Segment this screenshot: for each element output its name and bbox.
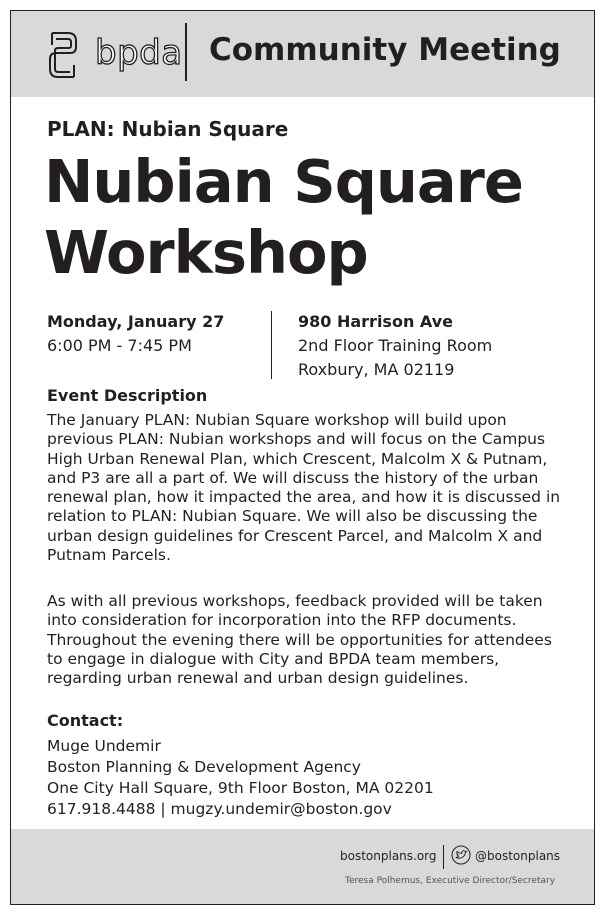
twitter-bird-icon bbox=[451, 845, 471, 865]
footer-website-link[interactable]: bostonplans.org bbox=[340, 849, 437, 863]
bpda-logo-icon bbox=[46, 29, 80, 81]
footer-band bbox=[11, 829, 594, 904]
address-line1: 980 Harrison Ave bbox=[298, 312, 453, 331]
description-paragraph-2: As with all previous workshops, feedback provided will be taken into consideration for incorporation into the RFP documents. Throughout the evening there will be opportunities for attendees to engage in dialogue with City and BPDA team members, regarding urban renewal and urban design guidelines. bbox=[47, 592, 552, 688]
event-subtitle: PLAN: Nubian Square bbox=[47, 117, 289, 141]
contact-agency: Boston Planning & Development Agency bbox=[47, 758, 361, 776]
contact-phone-email: 617.918.4488 | mugzy.undemir@boston.gov bbox=[47, 800, 392, 818]
event-title bbox=[44, 146, 523, 288]
event-date: Monday, January 27 bbox=[47, 312, 225, 331]
footer-staff-line: Teresa Polhemus, Executive Director/Secretary bbox=[345, 876, 556, 886]
event-time: 6:00 PM - 7:45 PM bbox=[47, 336, 192, 355]
bpda-logo-text: bpda bbox=[95, 33, 183, 73]
footer-twitter-handle[interactable]: @bostonplans bbox=[475, 849, 561, 863]
event-title-line2: Workshop bbox=[44, 218, 368, 287]
contact-address: One City Hall Square, 9th Floor Boston, MA 02201 bbox=[47, 779, 434, 797]
event-title-line1: Nubian Square bbox=[44, 147, 523, 216]
description-paragraph-1: The January PLAN: Nubian Square workshop will build upon previous PLAN: Nubian workshops and will focus on the Campus High Urban Renewal Plan, which Crescent, Malcolm X & Putnam, and P3 are all a part of. We will discuss the history of the urban renewal plan, how it impacted the area, and how it is discussed in relation to PLAN: Nubian Square. We will also be discussing the urban design guidelines for Crescent Parcel, and Malcolm X and Putnam Parcels. bbox=[47, 411, 561, 565]
header-band bbox=[11, 11, 594, 97]
description-heading: Event Description bbox=[47, 386, 208, 405]
contact-name: Muge Undemir bbox=[47, 737, 161, 755]
address-line3: Roxbury, MA 02119 bbox=[298, 360, 455, 379]
header-divider bbox=[185, 23, 187, 81]
details-divider bbox=[271, 311, 272, 379]
contact-heading: Contact: bbox=[47, 711, 124, 730]
address-line2: 2nd Floor Training Room bbox=[298, 336, 493, 355]
header-title: Community Meeting bbox=[209, 32, 561, 68]
footer-divider bbox=[443, 845, 444, 869]
